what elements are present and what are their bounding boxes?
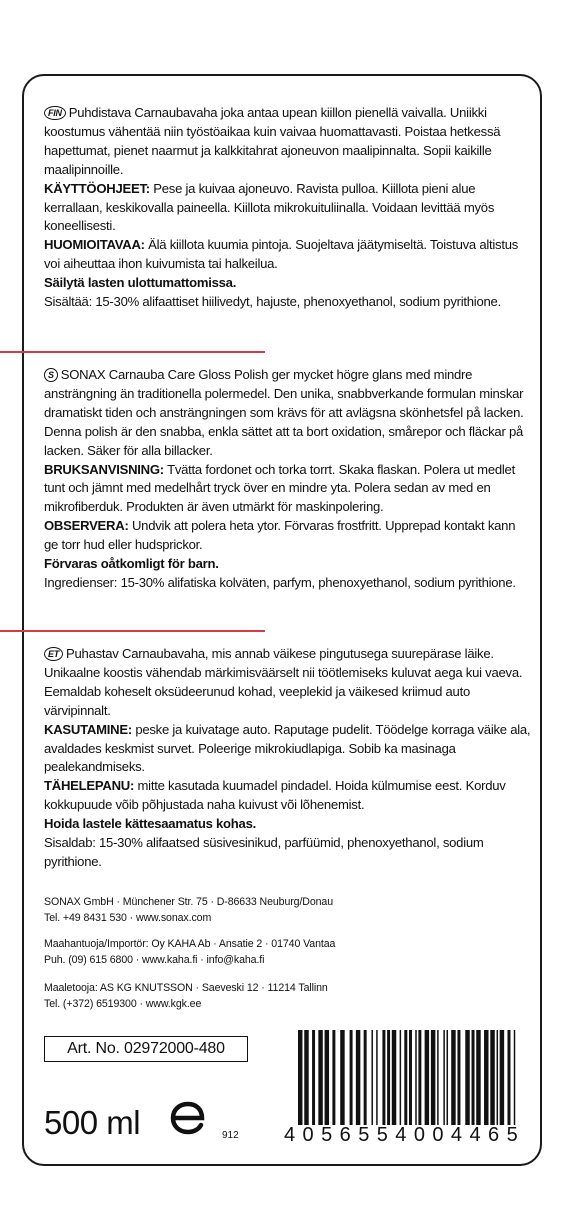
- importer-contact: [44, 936, 404, 968]
- barcode-bar: [318, 1030, 322, 1125]
- barcode-bar: [400, 1030, 401, 1125]
- estonian-usage-heading: KASUTAMINE:: [44, 721, 132, 737]
- barcode-digit: 4: [450, 1124, 465, 1146]
- swedish-intro-text: SONAX Carnauba Care Gloss Polish ger mycket högre glans med mindre ansträngning än traditionella polermedel. Den unika, snabbverkande formulan minskar dramatiskt tiden och ansträngningen som krävs för att avlägsna skönhetsfel på lacken. Denna polish är den snabba, enkla sättet att ta bort oxidation, smårepor och fläckar på lacken. Säker för alla billacker.: [44, 367, 524, 458]
- swedish-language-badge: S: [44, 368, 58, 382]
- swedish-note-text: Undvik att polera heta ytor. Förvaras frostfritt. Upprepad kontakt kann ge torr hud eller hudsprickor.: [44, 518, 516, 553]
- section-finnish: [44, 104, 532, 312]
- swedish-contents: Ingredienser: 15-30% alifatiska kolväten, parfym, phenoxyethanol, sodium pyrithione.: [44, 574, 516, 590]
- barcode-bar: [409, 1030, 412, 1125]
- barcode-bar: [376, 1030, 377, 1125]
- estonian-note: [44, 777, 532, 815]
- finnish-usage-text: Pese ja kuivaa ajoneuvo. Ravista pulloa. Kiillota pieni alue kerrallaan, keskikovalla paineella. Kiillota mikrokuituliinalla. Voidaan levittää myös koneellisesti.: [44, 180, 495, 234]
- barcode-digit: 6: [339, 1124, 354, 1146]
- barcode-bar: [431, 1030, 435, 1125]
- barcode-bar: [484, 1030, 488, 1125]
- barcode-digit: 4: [284, 1124, 298, 1146]
- distributor-contact: [44, 980, 404, 1012]
- barcode-digits: [284, 1124, 520, 1147]
- finnish-usage-heading: KÄYTTÖOHJEET:: [44, 180, 150, 196]
- barcode-bar: [298, 1030, 302, 1125]
- swedish-note: [44, 517, 532, 555]
- barcode-bar: [382, 1030, 385, 1125]
- estimate-e-mark-icon: [166, 1096, 210, 1140]
- finnish-intro-text: Puhdistava Carnaubavaha joka antaa upean kiillon pienellä vaivalla. Uniikki koostumus vähentää niin työstöaikaa kuin vaivaa huomattavasti. Poistaa hetkessä hapettumat, pienet naarmut ja kalkkitahrat ajoneuvon maalipinnalta. Sopii kaikille maalipinnoille.: [44, 105, 501, 177]
- barcode-digit: 0: [432, 1124, 446, 1146]
- barcode-bar: [387, 1030, 390, 1125]
- barcode-bar: [490, 1030, 494, 1125]
- distributor-phone-web: Tel. (+372) 6519300 · www.kgk.ee: [44, 998, 202, 1010]
- section-estonian: [44, 645, 532, 872]
- barcode-bar: [425, 1030, 429, 1125]
- separator-finnish-swedish: [0, 351, 265, 353]
- barcode-bar: [415, 1030, 416, 1125]
- barcode-bar: [465, 1030, 469, 1125]
- barcode-bar: [404, 1030, 407, 1125]
- section-swedish: [44, 366, 532, 593]
- barcode-bar: [332, 1030, 335, 1125]
- barcode-bar: [418, 1030, 421, 1125]
- swedish-usage-heading: BRUKSANVISNING:: [44, 461, 164, 477]
- barcode-digit: 5: [321, 1124, 335, 1146]
- separator-swedish-estonian: [0, 630, 265, 632]
- barcode: [298, 1030, 520, 1125]
- finnish-note-heading: HUOMIOITAVAA:: [44, 237, 145, 253]
- barcode-bar: [507, 1030, 510, 1125]
- volume: 500 ml: [44, 1104, 141, 1141]
- barcode-bar: [312, 1030, 315, 1125]
- finnish-note: [44, 236, 532, 274]
- distributor-address: Maaletooja: AS KG KNUTSSON · Saeveski 12 · 11214 Tallinn: [44, 982, 328, 994]
- estimate-mark-text: e: [166, 1096, 167, 1097]
- barcode-digit: 5: [358, 1124, 372, 1146]
- estonian-usage: [44, 721, 532, 778]
- batch-code: 912: [222, 1130, 239, 1141]
- swedish-note-heading: OBSERVERA:: [44, 518, 129, 534]
- barcode-bar: [457, 1030, 460, 1125]
- swedish-intro: [44, 366, 532, 461]
- manufacturer-contact: [44, 894, 404, 926]
- manufacturer-phone-web: Tel. +49 8431 530 · www.sonax.com: [44, 912, 212, 924]
- estonian-contents: Sisaldab: 15-30% alifaatsed süsivesinikud, parfüümid, phenoxyethanol, sodium pyrithione.: [44, 835, 484, 869]
- barcode-bar: [392, 1030, 396, 1125]
- barcode-digit: 4: [469, 1124, 483, 1146]
- barcode-bar: [443, 1030, 444, 1125]
- barcode-bar: [451, 1030, 455, 1125]
- barcode-digit: 5: [506, 1124, 520, 1146]
- article-number: Art. No. 02972000-480: [44, 1036, 248, 1062]
- estonian-intro-text: Puhastav Carnaubavaha, mis annab väikese pingutusega suurepärase läike. Unikaalne koostis vähendab märkimisväärselt nii töötlemiseks kuluvat aega kui vaeva. Eemaldab koheselt oksüdeerunud kohad, veeplekid ja väikesed kriimud auto värvipinnalt.: [44, 646, 523, 718]
- barcode-bar: [364, 1030, 367, 1125]
- finnish-contents: Sisältää: 15-30% alifaattiset hiilivedyt, hajuste, phenoxyethanol, sodium pyrithione.: [44, 294, 501, 310]
- estonian-usage-text: peske ja kuivatage auto. Raputage pudelit. Töödelge korraga väike ala, avaldades keskmist survet. Poleerige mikrokiudlapiga. Sobib ka masinaga pealekandmiseks.: [44, 721, 531, 775]
- barcode-bar: [371, 1030, 372, 1125]
- estonian-child-warning: Hoida lastele kättesaamatus kohas.: [44, 816, 257, 832]
- barcode-bar: [340, 1030, 344, 1125]
- barcode-bar: [350, 1030, 353, 1125]
- barcode-bar: [447, 1030, 448, 1125]
- estonian-intro: [44, 645, 532, 721]
- estonian-language-badge: ET: [44, 647, 63, 661]
- barcode-digit: 0: [302, 1124, 316, 1146]
- barcode-bar: [472, 1030, 475, 1125]
- barcode-bar: [500, 1030, 504, 1125]
- barcode-bar: [514, 1030, 515, 1125]
- finnish-intro: [44, 104, 532, 180]
- barcode-bar: [325, 1030, 329, 1125]
- swedish-child-warning: Förvaras oåtkomligt för barn.: [44, 556, 219, 572]
- estonian-note-text: mitte kasutada kuumadel pindadel. Hoida külmumise eest. Korduv kokkupuude võib põhjustada naha kuivust või lõhenemist.: [44, 778, 506, 813]
- finnish-usage: [44, 180, 532, 237]
- swedish-usage: [44, 461, 532, 518]
- barcode-digit: 6: [488, 1124, 502, 1146]
- barcode-bar: [437, 1030, 438, 1125]
- barcode-digit: 5: [376, 1124, 391, 1146]
- finnish-language-badge: FIN: [44, 106, 66, 120]
- barcode-digit: 4: [395, 1124, 409, 1146]
- manufacturer-address: SONAX GmbH · Münchener Str. 75 · D-86633 Neuburg/Donau: [44, 896, 334, 908]
- barcode-bar: [356, 1030, 360, 1125]
- importer-phone-web: Puh. (09) 615 6800 · www.kaha.fi · info@kaha.fi: [44, 954, 265, 966]
- finnish-child-warning: Säilytä lasten ulottumattomissa.: [44, 275, 237, 291]
- barcode-bar: [304, 1030, 308, 1125]
- barcode-bar: [476, 1030, 480, 1125]
- estonian-note-heading: TÄHELEPANU:: [44, 778, 135, 794]
- importer-address: Maahantuoja/Importör: Oy KAHA Ab · Ansatie 2 · 01740 Vantaa: [44, 938, 336, 950]
- barcode-digit: 0: [413, 1124, 428, 1146]
- swedish-usage-text: Tvätta fordonet och torka torrt. Skaka flaskan. Polera ut medlet tunt och jämnt med medelhårt tryck över en mindre yta. Polera sedan av med en mikrofiberduk. Produkten är även utmärkt för maskinpolering.: [44, 461, 515, 515]
- barcode-bar: [497, 1030, 498, 1125]
- finnish-note-text: Älä kiillota kuumia pintoja. Suojeltava jäätymiseltä. Toistuva altistus voi aiheuttaa ihon kuivumista tai halkeilua.: [44, 237, 519, 272]
